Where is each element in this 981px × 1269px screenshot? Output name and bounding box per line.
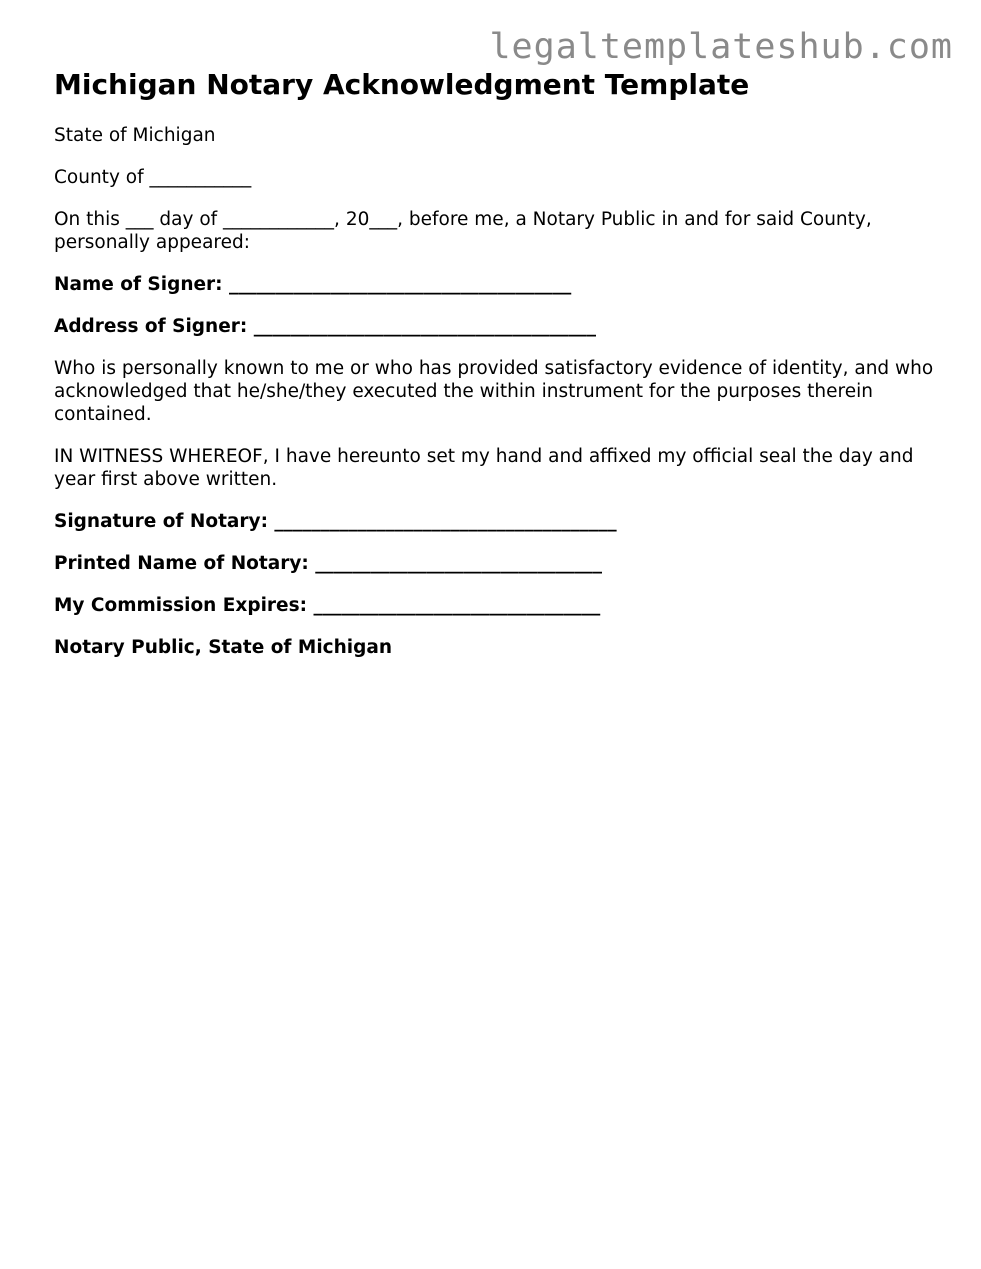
appearance-paragraph: On this ___ day of ____________, 20___, before me, a Notary Public in and for said County, personally appeared: (54, 209, 872, 253)
printed-name-of-notary-field: Printed Name of Notary: _______________________________ (54, 553, 602, 574)
watermark-text: legaltemplateshub.com (489, 27, 953, 67)
commission-expires-field: My Commission Expires: _______________________________ (54, 595, 601, 616)
name-of-signer-field: Name of Signer: _____________________________________ (54, 274, 572, 295)
identity-paragraph: Who is personally known to me or who has provided satisfactory evidence of identity, and who acknowledged that he/she/they executed the within instrument for the purposes therein contained. (54, 358, 934, 425)
address-of-signer-field: Address of Signer: _____________________________________ (54, 316, 596, 337)
notary-footer: Notary Public, State of Michigan (54, 637, 393, 658)
signature-of-notary-field: Signature of Notary: _____________________________________ (54, 511, 617, 532)
document-body (54, 68, 934, 678)
state-line: State of Michigan (54, 125, 216, 146)
witness-paragraph: IN WITNESS WHEREOF, I have hereunto set my hand and affixed my official seal the day and year first above written. (54, 446, 914, 490)
page-title: Michigan Notary Acknowledgment Template (54, 68, 750, 101)
county-line: County of ___________ (54, 167, 252, 188)
